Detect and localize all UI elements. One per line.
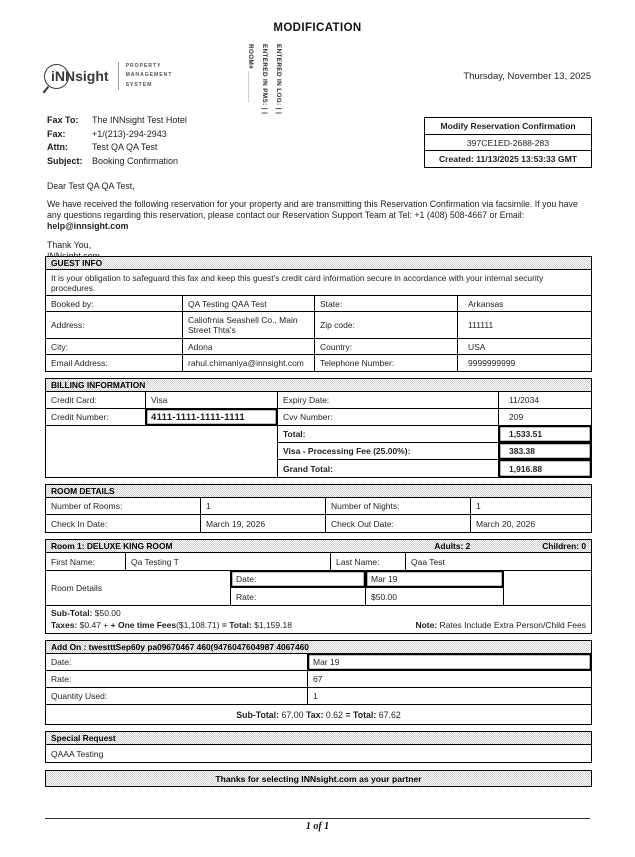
logo-tagline	[126, 62, 173, 90]
telephone-value: 9999999999	[468, 358, 516, 368]
room1-adults: Adults: 2	[434, 541, 471, 551]
innsight-logo	[47, 62, 172, 90]
footer-divider	[45, 818, 590, 819]
taxes-value: $0.47 +	[77, 620, 111, 630]
country-label: Country:	[315, 339, 458, 355]
logo-divider	[118, 62, 119, 90]
addon-section	[45, 640, 592, 725]
expiry-value: 11/2034	[499, 392, 591, 409]
addon-total-line	[46, 705, 591, 724]
credit-card-value: Visa	[146, 392, 278, 409]
addon-header: Add On : twestttSep60y pa09670467 460(9476047604987 4067460	[45, 640, 592, 654]
room1-subtotal-value: $50.00	[92, 608, 121, 618]
credit-number-value: 4111-1111-1111-1111	[146, 409, 278, 426]
credit-card-label: Credit Card:	[46, 392, 146, 409]
taxes-label: Taxes:	[51, 620, 78, 630]
guest-info-table	[45, 295, 592, 372]
cvv-value: 209	[499, 409, 591, 426]
one-time-fees-value: ($1,108.71)	[176, 620, 220, 630]
subject-value: Booking Confirmation	[92, 155, 179, 166]
expiry-label: Expiry Date:	[278, 392, 499, 409]
addon-date-label: Date:	[46, 654, 308, 671]
email-value: rahul.chimaniya@innsight.com	[183, 355, 315, 371]
room1-rate-table	[45, 570, 592, 606]
room1-children: Children: 0	[542, 541, 586, 551]
grand-total-label: Grand Total:	[278, 460, 499, 477]
booked-by-label: Booked by:	[46, 296, 183, 312]
document-date: Thursday, November 13, 2025	[463, 71, 591, 82]
entered-in-log-stamp: ENTERED IN LOG: | |	[275, 44, 282, 115]
security-notice: It is your obligation to safeguard this fax and keep this guest's credit card information secure in accordance with your internal security procedures.	[45, 269, 592, 296]
last-name-label: Last Name:	[331, 553, 406, 570]
telephone-label: Telephone Number:	[315, 355, 458, 371]
first-name-value: Qa Testing T	[126, 553, 331, 570]
special-request-header: Special Request	[45, 731, 592, 745]
addon-total-value: 67.62	[376, 709, 401, 720]
fax-to-value: The INNsight Test Hotel	[92, 115, 187, 125]
special-request-value: QAAA Testing	[51, 748, 104, 759]
credit-number-label: Credit Number:	[46, 409, 146, 426]
rate-label: Rate:	[231, 588, 366, 605]
logo-tagline-line1: PROPERTY	[125, 63, 162, 69]
logo-wordmark	[47, 68, 109, 84]
confirmation-number: 397CE1ED-2688-283	[425, 135, 591, 152]
subject-label: Subject:	[47, 155, 83, 166]
number-of-rooms-label: Number of Rooms:	[46, 498, 201, 515]
billing-empty-cell	[46, 426, 278, 477]
city-label: City:	[46, 339, 183, 355]
room-number-stamp: ROOM# ________	[247, 44, 254, 103]
reservation-confirmation-box	[424, 117, 592, 168]
fax-number-row	[47, 128, 187, 142]
last-name-value: Qaa Test	[411, 556, 445, 567]
processing-fee-value: 383.38	[499, 443, 591, 460]
total-value: 1,533.51	[499, 426, 591, 443]
special-request-table	[45, 744, 592, 763]
rates-note	[415, 620, 586, 630]
room1-total-eq-label: = Total:	[219, 620, 252, 630]
cvv-label: Cvv Number:	[278, 409, 499, 426]
magnifier-handle-icon	[43, 86, 49, 93]
booked-by-value: QA Testing QAA Test	[183, 296, 315, 312]
addon-tax-value: 0.62	[323, 709, 346, 720]
room-details-table	[45, 497, 592, 533]
page-number: 1 of 1	[305, 821, 330, 832]
number-of-rooms-value: 1	[201, 498, 326, 515]
salutation: Dear Test QA QA Test,	[47, 181, 135, 191]
thanks-banner: Thanks for selecting INNsight.com as your partner	[45, 770, 592, 787]
room1-section	[45, 539, 592, 634]
guest-info-section	[45, 256, 592, 372]
logo-tagline-line3: SYSTEM	[125, 81, 153, 88]
room1-subtotal-line	[51, 608, 586, 618]
check-out-label: Check Out Date:	[326, 515, 471, 532]
addon-tax-label: Tax:	[305, 709, 324, 720]
rate-value: $50.00	[366, 588, 504, 605]
room1-taxes-line	[51, 620, 586, 630]
letter-text: We have received the following reservation for your property and are transmitting this Reservation Confirmation via facsimile. If you have any questions regarding this reservation, please contact our Reservation Support Team at Tel: +1 (408) 508-4667 or Email:	[47, 198, 578, 220]
email-label: Email Address:	[46, 355, 183, 371]
addon-qty-value: 1	[308, 688, 591, 705]
rate-date-label: Date:	[231, 571, 366, 588]
zip-label: Zip code:	[315, 312, 458, 339]
logo-tagline-line2: MANAGEMENT	[125, 72, 173, 79]
room1-subtotal-label: Sub-Total:	[51, 608, 93, 618]
note-label: Note:	[415, 620, 438, 630]
fax-to-row	[47, 114, 187, 128]
check-in-label: Check In Date:	[46, 515, 201, 532]
check-in-value: March 19, 2026	[201, 515, 326, 532]
document-sections	[45, 250, 592, 787]
attn-value: Test QA QA Test	[92, 142, 158, 152]
addon-subtotal-label: Sub-Total:	[236, 709, 280, 720]
addon-subtotal-value: 67.00	[279, 709, 306, 720]
fax-number-value: +1/(213)-294-2943	[92, 128, 167, 139]
number-of-nights-label: Number of Nights:	[326, 498, 471, 515]
addon-rate-value: 67	[308, 671, 591, 688]
room1-rate-empty-cell	[504, 571, 591, 605]
number-of-nights-value: 1	[471, 498, 591, 515]
room-details-section	[45, 484, 592, 533]
room1-total-value: $1,159.18	[251, 620, 292, 630]
room1-taxes-breakdown	[51, 620, 292, 630]
entry-stamps	[247, 44, 282, 124]
confirmation-created: Created: 11/13/2025 13:53:33 GMT	[438, 154, 578, 164]
attn-label: Attn:	[47, 142, 68, 152]
first-name-label: First Name:	[46, 553, 126, 570]
addon-rate-label: Rate:	[46, 671, 308, 688]
confirmation-title: Modify Reservation Confirmation	[425, 118, 591, 135]
letter-closing: Thank You,	[47, 239, 92, 250]
room-details-header: ROOM DETAILS	[45, 484, 592, 498]
fax-header-block	[47, 114, 187, 168]
addon-date-value: Mar 19	[308, 654, 591, 671]
billing-section	[45, 378, 592, 478]
processing-fee-label: Visa - Processing Fee (25.00%):	[278, 443, 499, 460]
grand-total-value: 1,916.88	[499, 460, 591, 477]
total-label: Total:	[278, 426, 499, 443]
address-value: Caliofrnia Seashell Co., Main Street Thta's	[183, 312, 315, 339]
check-out-value: March 20, 2026	[476, 518, 536, 529]
attn-row	[47, 141, 187, 155]
guest-info-header: GUEST INFO	[45, 256, 592, 270]
country-value: USA	[458, 339, 591, 355]
rate-date-value: Mar 19	[366, 571, 504, 588]
city-value: Adona	[183, 339, 315, 355]
page-title: MODIFICATION	[273, 22, 362, 34]
room-details-cell-label: Room Details	[46, 571, 231, 605]
special-request-section	[45, 731, 592, 763]
room1-header	[45, 539, 592, 553]
one-time-fees-label: + One time Fees	[110, 620, 177, 630]
state-value: Arkansas	[458, 296, 591, 312]
note-text: Rates Include Extra Person/Child Fees	[437, 620, 586, 630]
addon-total-eq-label: = Total:	[345, 709, 377, 720]
support-email-link[interactable]: help@innsight.com	[47, 220, 129, 231]
room1-title: Room 1: DELUXE KING ROOM	[51, 541, 173, 551]
billing-header: BILLING INFORMATION	[45, 378, 592, 392]
logo-brand-text: iNNsight	[51, 68, 109, 85]
address-label: Address:	[46, 312, 183, 339]
subject-row	[47, 155, 187, 169]
fax-to-label: Fax To:	[47, 115, 79, 125]
billing-table	[45, 391, 592, 478]
state-label: State:	[315, 296, 458, 312]
addon-qty-label: Quantity Used:	[46, 688, 308, 705]
entered-in-pms-stamp: ENTERED IN PMS: | |	[261, 44, 268, 115]
fax-number-label: Fax:	[47, 128, 66, 139]
room1-name-table	[45, 552, 592, 571]
zip-value: 111111	[458, 312, 591, 339]
room1-subtotal-box	[45, 605, 592, 634]
addon-table	[45, 653, 592, 725]
letter-paragraph	[47, 199, 592, 232]
